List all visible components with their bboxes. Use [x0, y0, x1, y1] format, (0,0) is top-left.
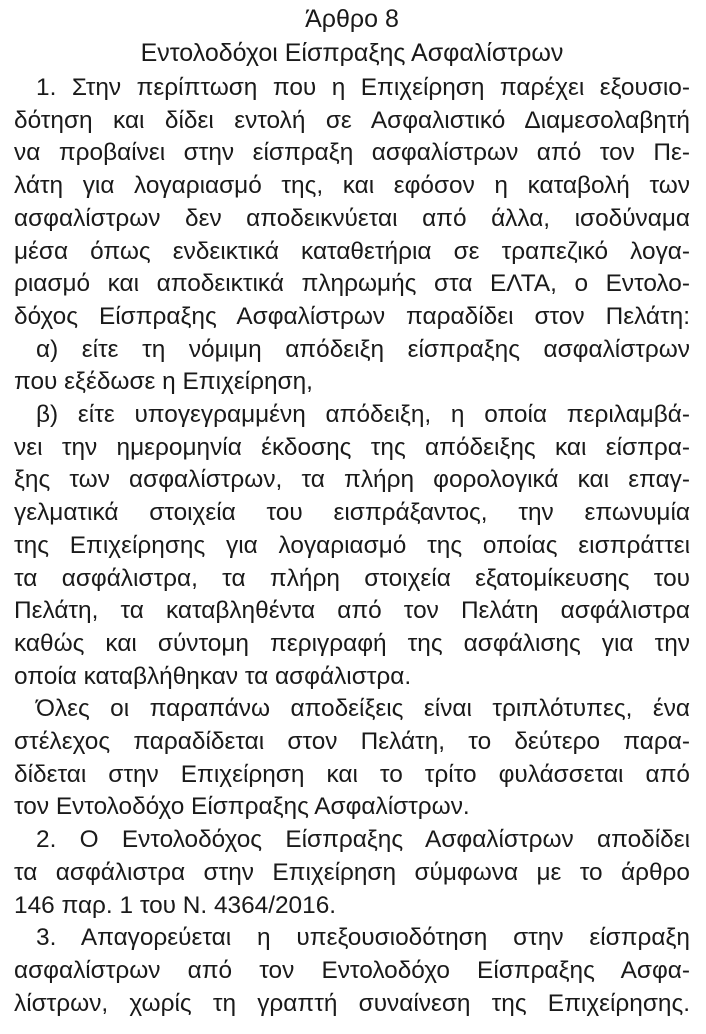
text-line: μέσα όπως ενδεικτικά καταθετήρια σε τραπεζικό λογα- [14, 237, 690, 265]
text-line: 3. Απαγορεύεται η υπεξουσιοδότηση στην είσπραξη [36, 924, 690, 952]
paragraph-3 [14, 922, 690, 1020]
text-line: 1. Στην περίπτωση που η Επιχείρηση παρέχει εξουσιο- [36, 74, 690, 101]
text-line: νει την ημερομηνία έκδοσης της απόδειξης και είσπρα- [14, 433, 690, 461]
text-line: ασφαλίστρων από τον Εντολοδόχο Είσπραξης Ασφα- [14, 956, 690, 984]
text-line: τα ασφάλιστρα, τα πλήρη στοιχεία εξατομίκευσης του [14, 564, 690, 592]
text-line: ριασμό και αποδεικτικά πληρωμής στα ΕΛΤΑ, ο Εντολο- [14, 270, 690, 298]
text-line: τον Εντολοδόχο Είσπραξης Ασφαλίστρων. [14, 793, 470, 821]
text-line: ασφαλίστρων δεν αποδεικνύεται από άλλα, ισοδύναμα [14, 204, 690, 232]
text-line: λάτη για λογαριασμό της, και εφόσον η καταβολή των [14, 172, 690, 200]
item-alpha [14, 334, 690, 399]
text-line: β) είτε υπογεγραμμένη απόδειξη, η οποία περιλαμβά- [36, 401, 690, 429]
paragraph-2 [14, 824, 690, 922]
item-beta [14, 399, 690, 693]
text-line: δότηση και δίδει εντολή σε Ασφαλιστικό Διαμεσολαβητή [14, 106, 690, 134]
text-line: να προβαίνει στην είσπραξη ασφαλίστρων από τον Πε- [14, 139, 690, 167]
paragraph-receipts [14, 693, 690, 824]
text-line: που εξέδωσε η Επιχείρηση, [14, 368, 313, 396]
text-line: λίστρων, χωρίς τη γραπτή συναίνεση της Επιχείρησης. [14, 989, 690, 1017]
text-line: Όλες οι παραπάνω αποδείξεις είναι τριπλότυπες, ένα [36, 695, 690, 723]
text-line: καθώς και σύντομη περιγραφή της ασφάλισης για την [14, 629, 690, 657]
text-line: δίδεται στην Επιχείρηση και το τρίτο φυλάσσεται από [14, 760, 690, 788]
article-subtitle: Εντολοδόχοι Είσπραξης Ασφαλίστρων [140, 39, 564, 67]
paragraph-1 [14, 72, 690, 334]
text-line: οποία καταβλήθηκαν τα ασφάλιστρα. [14, 662, 412, 690]
text-line: τα ασφάλιστρα στην Επιχείρηση σύμφωνα με το άρθρο [14, 858, 690, 886]
text-line: της Επιχείρησης για λογαριασμό της οποίας εισπράττει [14, 531, 690, 559]
text-line: γελματικά στοιχεία του εισπράξαντος, την επωνυμία [14, 499, 690, 527]
article-title: Άρθρο 8 [305, 5, 399, 33]
text-line: στέλεχος παραδίδεται στον Πελάτη, το δεύτερο παρα- [14, 728, 690, 756]
text-line: 2. Ο Εντολοδόχος Είσπραξης Ασφαλίστρων αποδίδει [36, 826, 690, 854]
text-line: δόχος Είσπραξης Ασφαλίστρων παραδίδει στον Πελάτη: [14, 302, 690, 330]
text-line: 146 παρ. 1 του Ν. 4364/2016. [14, 891, 337, 919]
text-line: Πελάτη, τα καταβληθέντα από τον Πελάτη ασφάλιστρα [14, 597, 690, 625]
text-line: α) είτε τη νόμιμη απόδειξη είσπραξης ασφαλίστρων [36, 335, 690, 363]
text-line: ξης των ασφαλίστρων, τα πλήρη φορολογικά και επαγ- [14, 466, 690, 494]
